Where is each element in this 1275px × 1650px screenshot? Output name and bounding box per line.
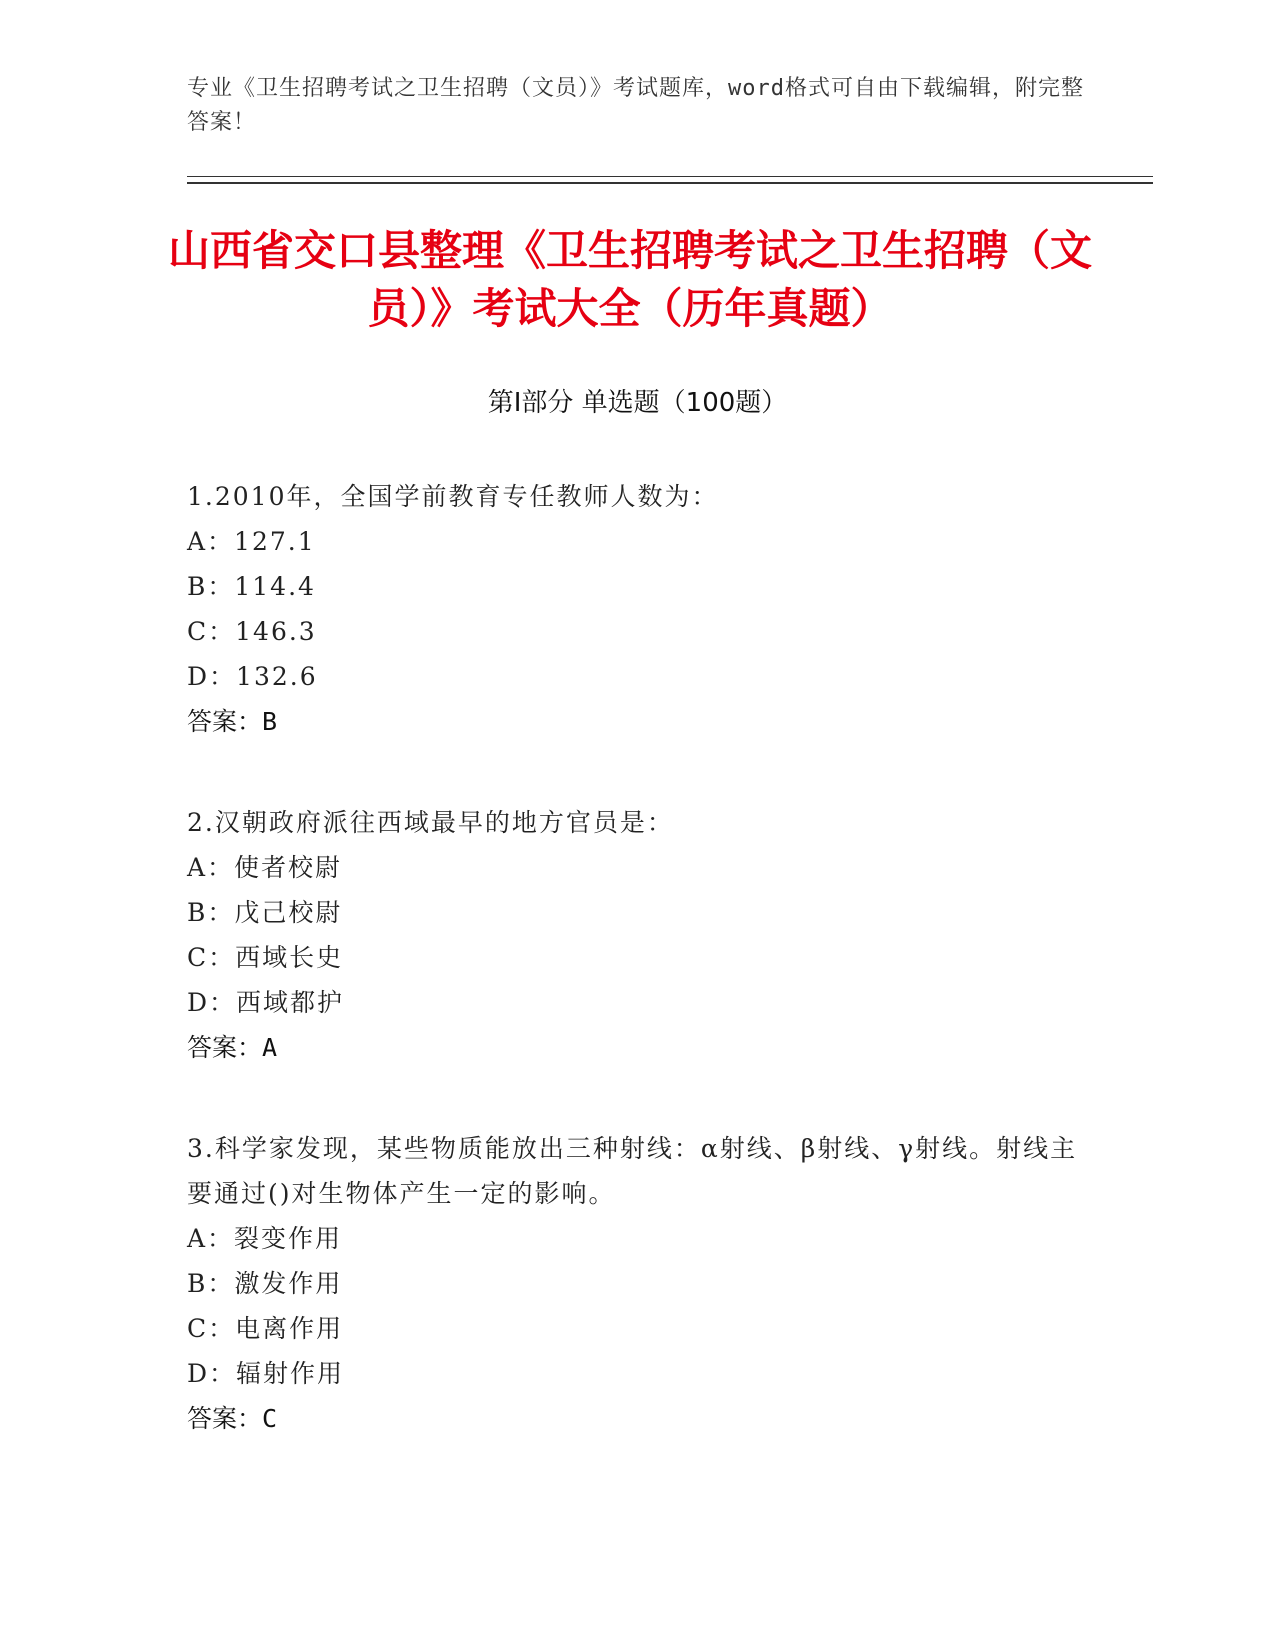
- option-c: C：西域长史: [187, 943, 344, 972]
- answer-value: A: [262, 1033, 278, 1062]
- header-divider-thick: [187, 182, 1153, 184]
- option-d: D：西域都护: [187, 988, 345, 1017]
- question-1: [187, 474, 1087, 744]
- answer-value: B: [262, 707, 278, 736]
- question-3: [187, 1126, 1087, 1441]
- answer-label: 答案：: [187, 1033, 263, 1062]
- answer-line: [187, 1025, 1087, 1070]
- answer-label: 答案：: [187, 1404, 263, 1433]
- option-a: A：使者校尉: [187, 853, 343, 882]
- option-c: C：电离作用: [187, 1314, 344, 1343]
- question-stem: 3.科学家发现，某些物质能放出三种射线：α射线、β射线、γ射线。射线主要通过()对生物体产生一定的影响。: [187, 1134, 1078, 1208]
- question-stem: 1.2010年，全国学前教育专任教师人数为：: [187, 482, 719, 511]
- option-c: C：146.3: [187, 617, 317, 646]
- section-title: 第Ⅰ部分 单选题（100题）: [487, 388, 788, 418]
- option-b: B：戊己校尉: [187, 898, 343, 927]
- question-2: [187, 800, 1087, 1070]
- option-b: B：激发作用: [187, 1269, 343, 1298]
- header-divider-thin: [187, 176, 1153, 177]
- question-stem: 2.汉朝政府派往西域最早的地方官员是：: [187, 808, 674, 837]
- document-title: 山西省交口县整理《卫生招聘考试之卫生招聘（文员）》考试大全（历年真题）: [167, 226, 1092, 333]
- option-d: D：132.6: [187, 662, 318, 691]
- header-note: 专业《卫生招聘考试之卫生招聘（文员）》考试题库，word格式可自由下载编辑，附完整答案！: [187, 76, 1084, 135]
- question-list: [187, 474, 1087, 1497]
- option-a: A：裂变作用: [187, 1224, 343, 1253]
- answer-value: C: [262, 1404, 278, 1433]
- answer-line: [187, 1396, 1087, 1441]
- answer-label: 答案：: [187, 707, 263, 736]
- option-a: A：127.1: [187, 527, 316, 556]
- option-d: D：辐射作用: [187, 1359, 345, 1388]
- option-b: B：114.4: [187, 572, 316, 601]
- answer-line: [187, 699, 1087, 744]
